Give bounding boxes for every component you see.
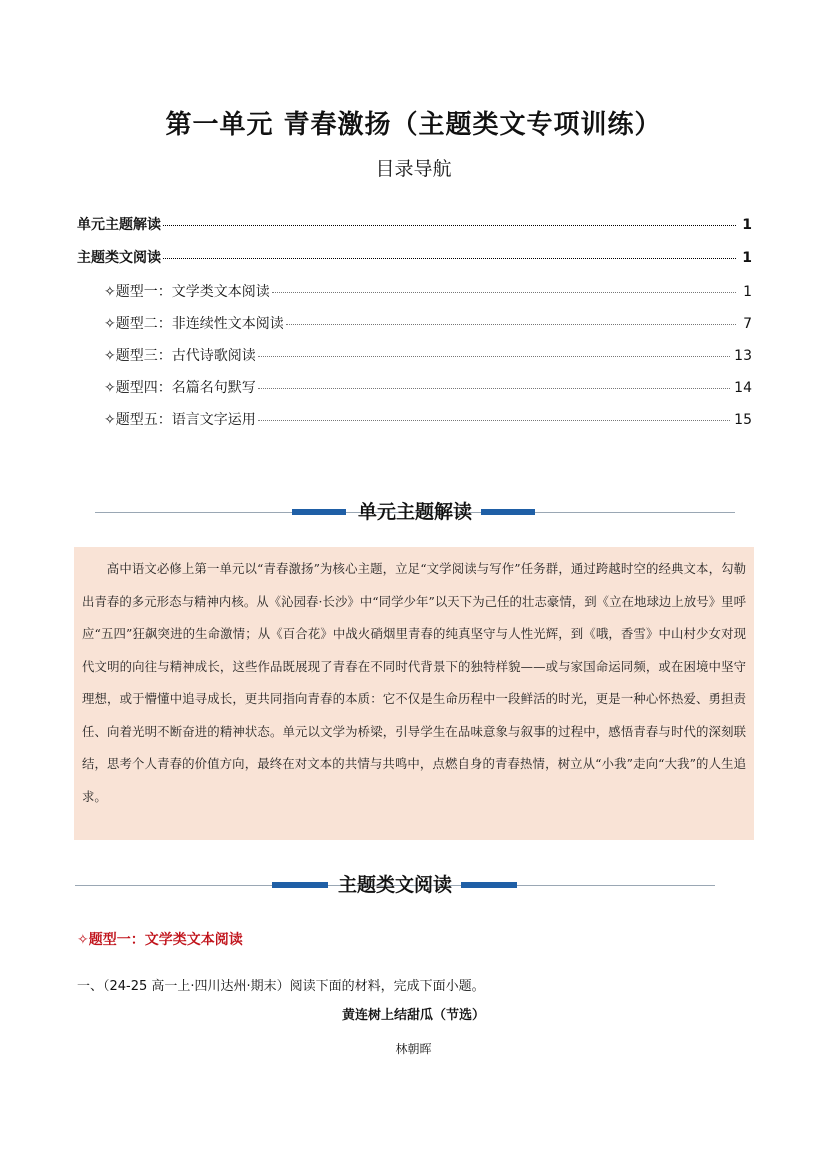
toc-entry-label: ✧题型二：非连续性文本阅读	[104, 316, 284, 332]
toc-entry-label: ✧题型四：名篇名句默写	[104, 380, 256, 396]
toc-entry-page: 1	[742, 217, 752, 233]
toc-leader-dots	[163, 258, 736, 259]
toc-entry-page: 1	[742, 250, 752, 266]
toc-entry-label: ✧题型五：语言文字运用	[104, 412, 256, 428]
toc-entry-label: ✧题型一：文学类文本阅读	[104, 284, 270, 300]
section-header-unit-theme	[95, 497, 735, 527]
toc-entry-page: 14	[734, 380, 752, 396]
toc-leader-dots	[163, 225, 736, 226]
toc-entry-page: 1	[743, 284, 752, 300]
toc-heading: 目录导航	[375, 158, 452, 180]
document-title: 第一单元 青春激扬（主题类文专项训练）	[165, 110, 662, 140]
toc-leader-dots	[286, 324, 736, 325]
toc-entry-label: ✧题型三：古代诗歌阅读	[104, 348, 256, 364]
toc-entry-type-3[interactable]	[104, 345, 752, 365]
toc-entry-type-2[interactable]	[104, 313, 752, 333]
passage-title: 黄连树上结甜瓜（节选）	[341, 1008, 485, 1023]
toc-leader-dots	[272, 292, 736, 293]
passage-author: 林朝晖	[395, 1042, 432, 1056]
toc-entry-page: 13	[734, 348, 752, 364]
toc-entry-theme-reading[interactable]	[77, 247, 752, 267]
section-title: 单元主题解读	[357, 501, 472, 523]
toc-entry-type-1[interactable]	[104, 281, 752, 301]
unit-theme-intro: 高中语文必修上第一单元以“青春激扬”为核心主题，立足“文学阅读与写作”任务群，通过跨越时空的经典文本，勾勒出青春的多元形态与精神内核。从《沁园春·长沙》中“同学少年”以天下为己任的壮志豪情，到《立在地球边上放号》里呼应“五四”狂飙突进的生命激情；从《百合花》中战火硝烟里青春的纯真坚守与人性光辉，到《哦，香雪》中山村少女对现代文明的向往与精神成长，这些作品既展现了青春在不同时代背景下的独特样貌——或与家国命运同频，或在困境中坚守理想，或于懵懂中追寻成长，更共同指向青春的本质：它不仅是生命历程中一段鲜活的时光，更是一种心怀热爱、勇担责任、向着光明不断奋进的精神状态。单元以文学为桥梁，引导学生在品味意象与叙事的过程中，感悟青春与时代的深刻联结，思考个人青春的价值方向，最终在对文本的共情与共鸣中，点燃自身的青春热情，树立从“小我”走向“大我”的人生追求。	[74, 547, 754, 840]
toc-leader-dots	[258, 388, 730, 389]
section-header-theme-reading	[75, 870, 715, 900]
toc-entry-label: 单元主题解读	[77, 217, 161, 233]
toc-leader-dots	[258, 356, 730, 357]
toc-entry-page: 15	[734, 412, 752, 428]
toc-entry-label: 主题类文阅读	[77, 250, 161, 266]
question-type-heading: ✧题型一：文学类文本阅读	[77, 932, 243, 948]
toc-entry-type-5[interactable]	[104, 409, 752, 429]
section-title: 主题类文阅读	[337, 874, 452, 896]
toc-leader-dots	[258, 420, 730, 421]
toc-entry-page: 7	[743, 316, 752, 332]
question-prompt: 一、（24-25 高一上·四川达州·期末）阅读下面的材料，完成下面小题。	[77, 979, 485, 994]
toc-entry-type-4[interactable]	[104, 377, 752, 397]
toc-entry-unit-theme[interactable]	[77, 214, 752, 234]
